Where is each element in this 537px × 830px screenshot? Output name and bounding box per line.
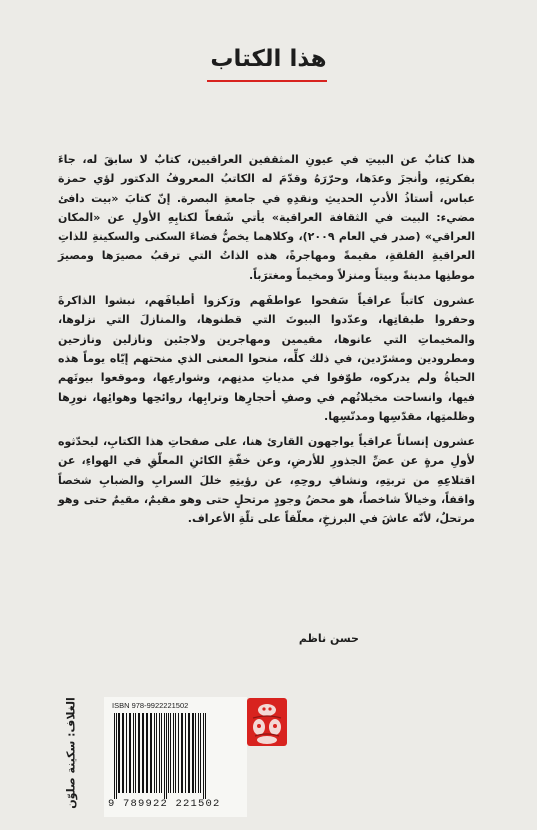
barcode-bar — [142, 713, 144, 793]
barcode-bar — [138, 713, 140, 793]
barcode-bar — [198, 713, 199, 793]
barcode-bar — [129, 713, 131, 793]
barcode-digits: 9 789922 221502 — [108, 798, 221, 810]
barcode-bar — [133, 713, 134, 793]
title-underline — [207, 80, 327, 82]
barcode-bar — [195, 713, 196, 793]
barcode-bar — [164, 713, 165, 799]
blurb-paragraph: عشرون كاتباً عراقياً سَفحوا عواطفَهم ورَكزوا أطيافَهم، نبشوا الذاكرةَ وحفروا طبقاتِها، وعدّدوا البيوتَ التي قطنوها، والمنازلَ التي نزلوها، والمخيماتِ التي عانوها، مقيمين ومهاجرين ولاجئين ونازلين ونازحين ومطرودين ومشرّدين، في ذلك كلِّه، منحوا المعنى الذي منحتهم إيّاه يوماً هذه الحياةُ ولم يدركوه، طوّفوا في مدياتِ مدنِهم، وشوارعِها، وموقعوا بيوتَهم فيها، وانساحت مخيلاتُهم في وصفِ أحجارِها وترابِها، روائحِها وهوائِها، نورِها وظلمتِها، مقدّسِها ومدنّسِها. — [58, 294, 475, 423]
barcode-bar — [146, 713, 148, 793]
barcode-bar — [150, 713, 152, 793]
page-title: هذا الكتاب — [210, 46, 327, 72]
barcode-bar — [168, 713, 169, 793]
barcode-bar — [114, 713, 115, 799]
barcode-bar — [126, 713, 127, 793]
barcode-bar — [200, 713, 201, 793]
author-signature: حسن ناظم — [298, 632, 359, 645]
barcode-bar — [122, 713, 124, 793]
barcode-bar — [205, 713, 206, 799]
barcode-bar — [175, 713, 176, 793]
barcode-bar — [161, 713, 162, 793]
cover-credit — [54, 688, 88, 818]
cover-credit-text: الغلاف: سكينة صلوّن — [64, 697, 78, 809]
isbn-barcode — [104, 697, 247, 817]
barcode-bar — [181, 713, 183, 793]
blurb-paragraph: هذا كتابٌ عن البيتِ في عيونِ المثقفين العراقيين، كتابٌ لا سابقَ له، جاءَ بفكرتِهِ، وأنجزَ وعدَها، وحرّرَهُ وقدّمَ له الكاتبُ المعروفُ الدكتور لؤي حمزة عباس، أستاذُ الأدبِ الحديثِ ونقدِهِ في جامعةِ البصرة. إنّ كتابَ «بيت دافئ مضيء: البيت في الثقافة العراقية» يأتي شَفعاً لكتابِهِ الأولِ عن «المكان العراقي» (صدر في العام ٢٠٠٩)، وكلاهما يخصُّ فضاءَ السكنى والسكينةِ للذاتِ العراقيةِ القلقةِ، مقيمةً ومهاجرةً، هذه الذاتُ التي ترقبُ مصيرَها ومصيرَ موطنِها مدينةً وبيتاً ومنزلاً ومخيماً ومغترَباً. — [58, 153, 475, 282]
barcode-bar — [185, 713, 186, 793]
isbn-label: ISBN 978-9922221502 — [112, 701, 189, 710]
barcode-bar — [135, 713, 136, 793]
barcode-bar — [203, 713, 204, 799]
barcode-bar — [192, 713, 194, 793]
barcode-bars — [114, 713, 238, 799]
blurb-paragraph: عشرون إنساناً عراقياً يواجهون القارئ هنا، على صفحاتِ هذا الكتابِ، ليحدّثوه لأولِ مرةٍ عن عضِّ الجذورِ للأرضِ، وعن خفّةِ الكائنِ المعلّقِ في الهواءِ، عن اقتلاعِهِ من تربتِهِ، ونشافِ روحِهِ، عن رؤيتِهِ خللَ السرابِ والضبابِ شخصاً واقفاً، وخيالاً شاخصاً، هو محضُ وجودٍ مرتحلٍ حتى وهو مقيمٌ، مقيمٌ حتى وهو مرتحلٌ، لأنّه عاشَ في البرزخِ، معلّقاً على تلّةِ الأعراف. — [58, 435, 475, 526]
barcode-bar — [154, 713, 155, 793]
barcode-bar — [159, 713, 160, 793]
barcode-bar — [156, 713, 157, 793]
barcode-bar — [188, 713, 190, 793]
barcode-bar — [178, 713, 179, 793]
publisher-logo-icon — [245, 696, 289, 748]
barcode-bar — [116, 713, 117, 799]
barcode-bar — [173, 713, 174, 793]
blurb — [58, 150, 475, 535]
barcode-bar — [166, 713, 167, 799]
barcode-bar — [170, 713, 171, 793]
barcode-bar — [118, 713, 120, 793]
